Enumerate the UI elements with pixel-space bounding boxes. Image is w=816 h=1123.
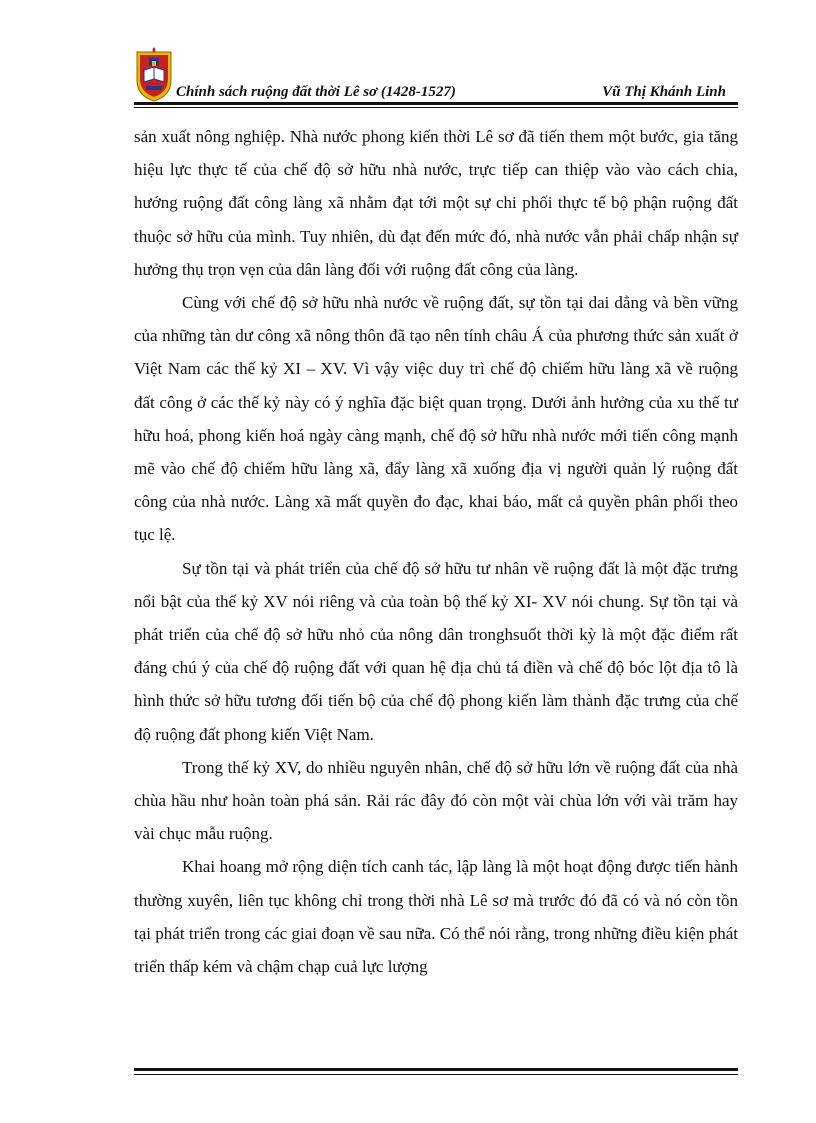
paragraph-2: Cùng với chế độ sở hữu nhà nước về ruộng đất, sự tồn tại dai dẳng và bền vững của những tàn dư công xã nông thôn đã tạo nên tính châu Á của phương thức sản xuất ở Việt Nam các thế kỷ XI – XV. Vì vậy việc duy trì chế độ chiếm hữu làng xã về ruộng đất công ở các thế kỷ này có ý nghĩa đặc biệt quan trọng. Dưới ảnh hưởng của xu thế tư hữu hoá, phong kiến hoá ngày càng mạnh, chế độ sở hữu nhà nước mới tiến công mạnh mẽ vào chế độ chiếm hữu làng xã, đẩy làng xã xuống địa vị người quản lý ruộng đất công của nhà nước. Làng xã mất quyền đo đạc, khai báo, mất cả quyền phân phối theo tục lệ. (134, 293, 738, 545)
page-header (134, 38, 738, 108)
header-title: Chính sách ruộng đất thời Lê sơ (1428-1527) (176, 84, 456, 100)
footer-divider-thin (134, 1074, 738, 1075)
header-author: Vũ Thị Khánh Linh (602, 84, 726, 100)
header-divider-thin (134, 107, 738, 108)
footer-divider-thick (134, 1068, 738, 1071)
paragraph-1: sản xuất nông nghiệp. Nhà nước phong kiến thời Lê sơ đã tiến them một bước, gia tăng hiệu lực thực tế của chế độ sở hữu nhà nước, trực tiếp can thiệp vào vào cách chia, hướng ruộng đất công làng xã nhằm đạt tới một sự chi phối thực tế bộ phận ruộng đất thuộc sở hữu của mình. Tuy nhiên, dù đạt đến mức đó, nhà nước vẫn phải chấp nhận sự hưởng thụ trọn vẹn của dân làng đối với ruộng đất công của làng. (134, 127, 738, 279)
header-divider-thick (134, 102, 738, 105)
paragraph-3: Sự tồn tại và phát triển của chế độ sở hữu tư nhân về ruộng đất là một đặc trưng nổi bật của thế kỷ XV nói riêng và của toàn bộ thế kỷ XI- XV nói chung. Sự tồn tại và phát triển của chế độ sở hữu nhỏ của nông dân tronghsuốt thời kỳ là một đặc điểm rất đáng chú ý của chế độ ruộng đất với quan hệ địa chủ tá điền và chế độ bóc lột địa tô là hình thức sở hữu tương đối tiến bộ của chế độ phong kiến làm thành đặc trưng của chế độ ruộng đất phong kiến Việt Nam. (134, 558, 738, 744)
university-crest-icon (134, 46, 174, 102)
paragraph-5: Khai hoang mở rộng diện tích canh tác, lập làng là một hoạt động được tiến hành thường xuyên, liên tục không chỉ trong thời nhà Lê sơ mà trước đó đã có và nó còn tồn tại phát triển trong các giai đoạn về sau nữa. Có thể nói rằng, trong những điều kiện phát triển thấp kém và chậm chạp cuả lực lượng (134, 857, 738, 977)
document-body (134, 120, 738, 983)
paragraph-4: Trong thế kỷ XV, do nhiều nguyên nhân, chế độ sở hữu lớn về ruộng đất của nhà chùa hầu như hoàn toàn phá sản. Rải rác đây đó còn một vài chùa lớn với vài trăm hay vài chục mẫu ruộng. (134, 757, 738, 844)
